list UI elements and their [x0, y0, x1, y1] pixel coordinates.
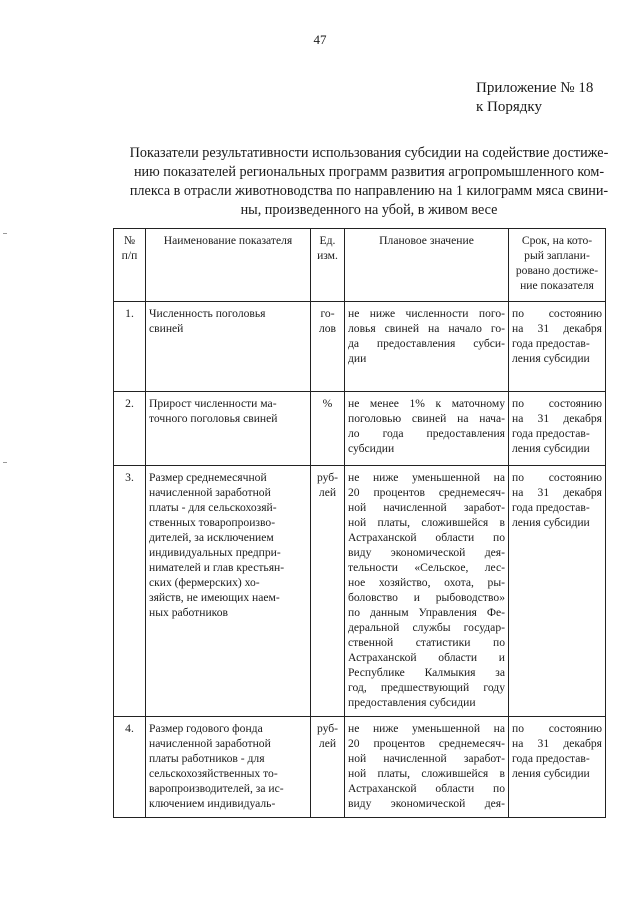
unit-of-measure [311, 392, 345, 466]
cell-line: на 31 декабря [512, 412, 602, 425]
unit-of-measure [311, 466, 345, 717]
header-line: Срок, на кото- [521, 234, 593, 247]
header-name [146, 229, 311, 302]
header-line: Плановое значение [379, 234, 474, 247]
indicator-name [146, 717, 311, 818]
cell-line: го- [320, 307, 335, 320]
unit-of-measure [311, 717, 345, 818]
cell-line: дителей, за исключением [149, 531, 274, 544]
indicators-table [113, 228, 606, 818]
table-header-row [114, 229, 606, 302]
cell-line: не менее 1% к маточному [348, 397, 505, 410]
document-title [108, 144, 630, 220]
cell-line: не ниже уменьшенной на [348, 722, 505, 735]
row-number: 2. [114, 392, 146, 466]
cell-line: по состоянию [512, 722, 602, 735]
cell-line: Республике Калмыкия за [348, 666, 505, 679]
appendix-reference [476, 79, 593, 117]
cell-line: платы работников - для [149, 752, 265, 765]
cell-line: Размер среднемесячной [149, 471, 267, 484]
cell-line: по состоянию [512, 307, 602, 320]
cell-line: варопроизводителей, за ис- [149, 782, 284, 795]
cell-line: ления субсидии [512, 516, 590, 529]
cell-line: на 31 декабря [512, 486, 602, 499]
cell-line: 20 процентов среднемесяч- [348, 486, 505, 499]
cell-line: Астраханской области по [348, 782, 505, 795]
cell-line: ления субсидии [512, 767, 590, 780]
cell-line: ственной статистики по [348, 636, 505, 649]
cell-line: поголовью свиней на нача- [348, 412, 505, 425]
row-number: 1. [114, 302, 146, 392]
cell-line: Астраханской области и [348, 651, 505, 664]
cell-line: Численность поголовья [149, 307, 266, 320]
cell-line: года предостав- [512, 427, 590, 440]
deadline [509, 392, 606, 466]
cell-line: ключением индивидуаль- [149, 797, 276, 810]
title-line: плекса в отрасли животноводства по направлению на 1 килограмм мяса свини- [129, 183, 609, 199]
header-num [114, 229, 146, 302]
header-line: изм. [317, 249, 338, 262]
planned-value [345, 466, 509, 717]
table-row [114, 392, 606, 466]
table-row [114, 466, 606, 717]
cell-line: тельности «Сельское, лес- [348, 561, 505, 574]
indicator-name [146, 466, 311, 717]
cell-line: свиней [149, 322, 184, 335]
title-line: ны, произведенного на убой, в живом весе [240, 202, 498, 218]
title-line: Показатели результативности использования субсидии на содействие достиже- [129, 145, 609, 161]
appendix-order: к Порядку [476, 99, 542, 115]
cell-line: дии [348, 352, 367, 365]
header-plan [345, 229, 509, 302]
indicator-name [146, 392, 311, 466]
indicator-name [146, 302, 311, 392]
scan-margin-mark [3, 462, 7, 463]
cell-line: ной начисленной заработ- [348, 752, 505, 765]
cell-line: лов [318, 322, 337, 335]
header-line: п/п [121, 249, 138, 262]
cell-line: ных работников [149, 606, 228, 619]
cell-line: года предостав- [512, 337, 590, 350]
table-row [114, 302, 606, 392]
deadline [509, 717, 606, 818]
cell-line: Астраханской области по [348, 531, 505, 544]
header-line: рый заплани- [524, 249, 590, 262]
cell-line: виду экономической дея- [348, 797, 505, 810]
cell-line: руб- [316, 471, 339, 484]
cell-line: по состоянию [512, 397, 602, 410]
page-number: 47 [313, 32, 327, 47]
title-line: нию показателей региональных программ развития агропромышленного ком- [133, 164, 605, 180]
cell-line: ловья свиней на начало го- [348, 322, 505, 335]
cell-line: ло года предоставления [348, 427, 505, 440]
cell-line: 20 процентов среднемесяч- [348, 737, 505, 750]
header-line: Ед. [319, 234, 336, 247]
deadline [509, 302, 606, 392]
cell-line: платы - для сельскохозяй- [149, 501, 277, 514]
cell-line: деральной службы государ- [348, 621, 505, 634]
cell-line: по данным Управления Фе- [348, 606, 505, 619]
cell-line: не ниже численности пого- [348, 307, 505, 320]
cell-line: на 31 декабря [512, 737, 602, 750]
cell-line: на 31 декабря [512, 322, 602, 335]
cell-line: по состоянию [512, 471, 602, 484]
cell-line: руб- [316, 722, 339, 735]
header-line: ние показателя [520, 279, 594, 292]
cell-line: начисленной заработной [149, 486, 271, 499]
scan-margin-mark [3, 233, 7, 234]
cell-line: боловство и рыбоводство» [348, 591, 505, 604]
cell-line: ления субсидии [512, 352, 590, 365]
cell-line: виду экономической дея- [348, 546, 505, 559]
cell-line: не ниже уменьшенной на [348, 471, 505, 484]
cell-line: года предостав- [512, 752, 590, 765]
table-row [114, 717, 606, 818]
cell-line: индивидуальных предпри- [149, 546, 281, 559]
cell-line: % [322, 397, 333, 410]
cell-line: точного поголовья свиней [149, 412, 278, 425]
cell-line: Размер годового фонда [149, 722, 263, 735]
cell-line: лей [318, 486, 337, 499]
planned-value [345, 717, 509, 818]
row-number: 3. [114, 466, 146, 717]
deadline [509, 466, 606, 717]
cell-line: ное хозяйство, охота, ры- [348, 576, 505, 589]
cell-line: нимателей и глав крестьян- [149, 561, 285, 574]
cell-line: начисленной заработной [149, 737, 271, 750]
row-number: 4. [114, 717, 146, 818]
header-line: Наименование показателя [163, 234, 293, 247]
cell-line: год, предшествующий году [348, 681, 505, 694]
header-line: № [123, 234, 136, 247]
cell-line: субсидии [348, 442, 395, 455]
header-line: ровано достиже- [515, 264, 599, 277]
cell-line: года предостав- [512, 501, 590, 514]
cell-line: сельскохозяйственных то- [149, 767, 278, 780]
cell-line: ной платы, сложившейся в [348, 767, 505, 780]
cell-line: зяйств, не имеющих наем- [149, 591, 280, 604]
cell-line: да предоставления субси- [348, 337, 505, 350]
planned-value [345, 392, 509, 466]
cell-line: ления субсидии [512, 442, 590, 455]
planned-value [345, 302, 509, 392]
cell-line: Прирост численности ма- [149, 397, 277, 410]
cell-line: ной начисленной заработ- [348, 501, 505, 514]
cell-line: ной платы, сложившейся в [348, 516, 505, 529]
unit-of-measure [311, 302, 345, 392]
cell-line: лей [318, 737, 337, 750]
header-deadline [509, 229, 606, 302]
cell-line: ских (фермерских) хо- [149, 576, 260, 589]
cell-line: ственных товаропроизво- [149, 516, 276, 529]
header-unit [311, 229, 345, 302]
appendix-number: Приложение № 18 [476, 80, 594, 96]
cell-line: предоставления субсидии [348, 696, 476, 709]
